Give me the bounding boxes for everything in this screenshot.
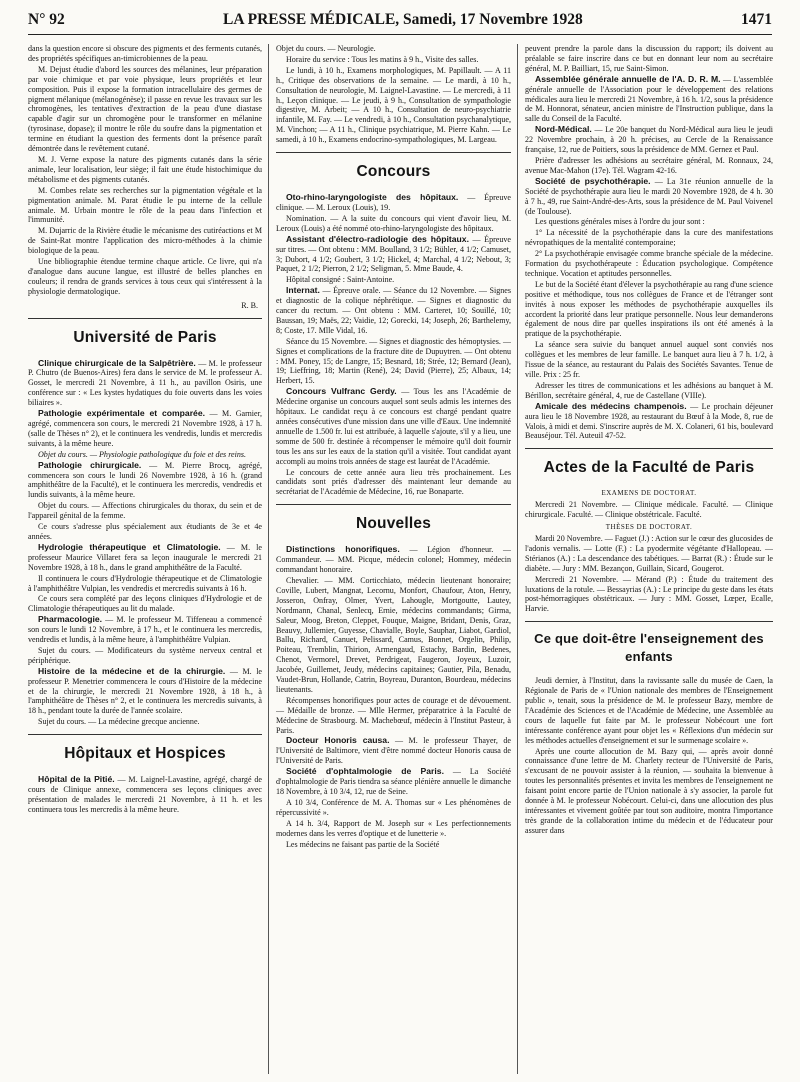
paragraph: La séance sera suivie du banquet annuel auquel sont conviés nos collègues et les membres de leur famille. Le banquet aura lieu à 7 h. 1/2, à l'issue de la séance, au restaurant du Palais des Sociétés Savantes. Tenue de ville. Prix : 25 fr. [525, 340, 773, 379]
entry-title: Clinique chirurgicale de la Salpêtrière. [38, 357, 196, 368]
entry-title: Oto-rhino-laryngologiste des hôpitaux. [286, 192, 459, 203]
section-title-actes: Actes de la Faculté de Paris [543, 459, 755, 477]
paragraph: A 10 3/4, Conférence de M. A. Thomas sur « Les phénomènes de répercussivité ». [276, 797, 511, 817]
entry-text: — Le prochain déjeuner aura lieu le 18 Novembre 1928, au restaurant du Bœuf à la Mode, 8, rue de Valois, à midi et demi. S'inscrire auprès de M. X. Colaneri, 61 bis, boulevard Beauséjour. Tél. Auteuil 47-52. [525, 401, 773, 441]
entry-title: Pathologie chirurgicale. [38, 459, 142, 470]
paragraph: Sujet du cours. — La médecine grecque ancienne. [38, 717, 200, 727]
divider [28, 734, 262, 735]
column-1 [28, 44, 262, 1074]
news-entry [525, 177, 773, 217]
entry-text: — L'assemblée générale annuelle de l'Association pour le développement des relations médicales aura lieu le mercredi 21 Novembre, à 16 h. 1/2, sous la présidence de M. Honnorat, sénateur, ancien ministre de l'Instruction publique, dans la salle du Conseil de la Faculté. [525, 74, 773, 124]
entry-text: — Légion d'honneur. — Commandeur. — MM. Picque, médecin colonel; Hommey, médecin commandant honoraire. [276, 545, 511, 575]
news-entry [276, 387, 511, 466]
paragraph: Objet du cours. — Physiologie pathologique du foie et des reins. [38, 449, 247, 459]
paragraph: Jeudi dernier, à l'Institut, dans la ravissante salle du musée de Caen, la Régionale de Paris de « l'Union nationale des membres de l'Enseignement public », tenait, sous la présidence de M. le professeur Bazy, membre de l'Académie des Sciences et de l'Académie de Médecine, une Assemblée au cours de laquelle fut faite par M. le professeur Nobécourt une fort intéressante conférence ayant pour objet les « Réflexions d'un médecin sur les méthodes actuelles d'enseignement et sur le surmenage scolaire ». [525, 676, 773, 745]
subheading: THÈSES DE DOCTORAT. [605, 523, 693, 532]
divider [525, 448, 773, 449]
signature: R. B. [241, 300, 258, 310]
paragraph: M. J. Verne expose la nature des pigments cutanés dans la série animale, leur localisation, leur siège; il fait une étude histochimique du métabolisme et des pigments cutanés. [28, 154, 262, 184]
paragraph: Après une courte allocution de M. Bazy qui, — après avoir donné connaissance d'une lettre de M. Charlety recteur de l'Université de Paris, s'excusant de ne pouvoir assister à la réunion, — souhaita la bienvenue à toutes les personnalités présentes et invita les membres de l'enseignement ne faisant point encore partie de l'Union nationale à s'y associer, la parole fut donnée à M. le professeur Nobécourt. Celui-ci, dans une allocution des plus intéressantes et vivement goûtée par tout son auditoire, montra l'importance très grande de la collaboration intime du médecin et de l'éducateur pour assurer dans [525, 746, 773, 835]
paragraph: Le lundi, à 10 h., Examens morphologiques, M. Papillault. — A 11 h., Critique des observations de la semaine. — Le mardi, à 10 h., Consultation de neurologie, M. Laignel-Lavastine. — Le mercredi, à 11 h., Leçon clinique. — Le jeudi, à 9 h., Consultation de sympathologie digestive, M. Arbeit; — A 10 h., Consultation de neuro-psychiatrie infantile, M. Fay. — Le vendredi, à 10 h., Consultation psychanalytique, M. Vinchon; — A 11 h., Clinique psychiatrique, M. Pierre Kahn. — Le samedi, à 10 h., Examens endocrino-sympathologiques, M. Largeau. [276, 65, 511, 145]
divider [28, 318, 262, 319]
entry-title: Internat. [286, 285, 320, 296]
paragraph: Objet du cours. — Neurologie. [276, 44, 376, 53]
divider [525, 621, 773, 622]
entry-text: — M. le professeur P. Chutro (de Buenos-Aires) fera dans le service de M. le professeur A. Gosset, le mercredi 21 Novembre, à 11 h., au pavillon Osiris, une conférence sur : « Les kystes hydatiques du foie ouverts dans les voies biliaires ». [28, 358, 262, 408]
entry-title: Hydrologie thérapeutique et Climatologie. [38, 541, 221, 552]
news-entry [28, 543, 262, 573]
entry-title: Docteur Honoris causa. [286, 735, 390, 746]
entry-title: Nord-Médical. [535, 124, 592, 135]
news-entry [28, 409, 262, 449]
paragraph: Séance du 15 Novembre. — Signes et diagnostic des hémoptysies. — Signes et complications de la fracture dite de Dupuytren. — Ont obtenu : MM. Poney, 15; de Langre, 15; Besnard, 18; Strée, 12; Bernard (Jean), 19; Lieffring, 18; Martin (René), 24; David (Pierre), 25; Albaux, 14; Herbert, 15. [276, 336, 511, 386]
paragraph: dans la question encore si obscure des pigments et des ferments cutanés, des propriétés spécifiques an-timicrobiennes de la peau. [28, 44, 262, 63]
paragraph: A 14 h. 3/4, Rapport de M. Joseph sur « Les perfectionnements modernes dans les verres d'optique et de lunetterie ». [276, 818, 511, 838]
entry-title: Distinctions honorifiques. [286, 544, 400, 555]
paragraph: Adresser les titres de communications et les adhésions au banquet à M. Bérillon, secrétaire général, 4, rue de Castellane (VIIIe). [525, 380, 773, 400]
paragraph: Ce cours sera complété par des leçons cliniques d'Hydrologie et de Climatologie thérapeutiques au lit du malade. [28, 594, 262, 614]
paragraph: 1° La nécessité de la psychothérapie dans la cure des manifestations névropathiques de la mentalité contemporaine; [525, 228, 773, 248]
page-number: 1471 [741, 11, 772, 28]
entry-text: — La Société d'ophtalmologie de Paris tiendra sa séance plénière annuelle le dimanche 18 Novembre, à 10 3/4, 12, rue de Seine. [276, 767, 511, 796]
paragraph: peuvent prendre la parole dans la discussion du rapport; ils doivent au préalable se faire inscrire dans ce but en donnant leur nom au secrétaire général, M. P. Bailliart, 15, rue Saint-Simon. [525, 44, 773, 73]
section-title-enseignement: Ce que doit-être l'enseignement des enfants [534, 631, 764, 665]
entry-text: — Épreuve orale. — Séance du 12 Novembre. — Signes et diagnostic de la colique néphrétique. — Signes et diagnostic du cancer du rectum. — Ont obtenu : MM. Carteret, 10; Souillé, 10; Baussan, 19; Maës, 22; Vaidie, 12; Gorecki, 14; Joseph, 26; Barthelemy, 8; Coste, 17. Mlle Vidal, 16. [276, 286, 511, 335]
entry-title: Société d'ophtalmologie de Paris. [286, 766, 444, 777]
entry-text: — Tous les ans l'Académie de Médecine organise un concours auquel sont seuls admis les internes des hôpitaux. Le candidat reçu à ce concours est chargé pendant quatre années consécutives d'une mission dans une ville d'Eaux. Une indemnité annuelle de 1.500 fr. lui est attribuée, à laquelle s'ajoute, s'il y a lieu, une somme de 500 fr. destinée à récompenser le mémoire qu'il doit fournir tous les ans sur les eaux de la station qu'il a visitée. Tout candidat ayant accompli au moins trois années de stage est lauréat de l'Académie. [276, 387, 511, 466]
paragraph: M. Dejust étudie d'abord les sources des mélanines, leur préparation par voie chimique et par voie physique, leurs propriétés et leur composition. Puis il expose la formation intracellulaire des germes de pigment mélanique (mélanogénèse); il passe en revue les travaux sur les chromogènes, les tentatives d'extraction de la peau d'une diastase capable d'agir sur un chromogène pour le transformer en mélanine (tyrosinase, dopase); il montre le rôle du soufre dans la pigmentation et termine en étudiant la question des ferments dont la présence paraît démontrée dans le revêtement cutané. [28, 64, 262, 154]
paragraph: Récompenses honorifiques pour actes de courage et de dévouement. — Médaille de bronze. — Mlle Herrner, préparatrice à la Faculté de Médecine de Strasbourg. M. Machebœuf, médecin à l'Institut Pasteur, à Paris. [276, 695, 511, 735]
entry-title: Concours Vulfranc Gerdy. [286, 386, 397, 397]
entry-title: Histoire de la médecine et de la chirurgie. [38, 665, 226, 676]
paragraph: M. Dujarric de la Rivière étudie le mécanisme des cutiréactions et M de Saint-Rat montre l'application des micro-méthodes à la chimie biologique de la peau. [28, 226, 262, 256]
news-entry [28, 461, 262, 501]
entry-title: Société de psychothérapie. [535, 175, 651, 186]
divider [276, 504, 511, 505]
issue-number: N° 92 [28, 11, 65, 28]
entry-title: Assemblée générale annuelle de l'A. D. R. M. [535, 73, 721, 84]
entry-title: Pathologie expérimentale et comparée. [38, 408, 205, 419]
column-2 [276, 44, 511, 1074]
paragraph: Une bibliographie étendue termine chaque article. Ce livre, qui n'a d'analogue dans aucune langue, est illustré de belles planches en couleurs; il rendra de grands services à tous ceux qui s'intéressent à la physiologie dermatologique. [28, 257, 262, 296]
section-title-nouvelles: Nouvelles [355, 515, 432, 533]
entry-text: — M. Garnier, agrégé, commencera son cours, le mercredi 21 Novembre 1928, à 17 h. (salle de Thèses n° 2), et le continuera les vendredis, lundis et mercredis suivants, à la même heure. [28, 409, 262, 448]
section-title-hopitaux: Hôpitaux et Hospices [64, 745, 226, 763]
entry-title: Pharmacologie. [38, 614, 102, 625]
paragraph: Les questions générales mises à l'ordre du jour sont : [535, 217, 705, 227]
paragraph: Sujet du cours. — Modificateurs du système nerveux central et périphérique. [28, 645, 262, 665]
news-entry [525, 402, 773, 442]
column-3 [525, 44, 773, 1074]
entry-text: — Épreuve clinique. — M. Leroux (Louis), 19. [276, 193, 511, 212]
paragraph: Il continuera le cours d'Hydrologie thérapeutique et de Climatologie à l'amphithéâtre Vulpian, les vendredis et mercredis suivants à 16 h. [28, 573, 262, 593]
paragraph: Mercredi 21 Novembre. — Mérand (P.) : Étude du traitement des luxations de la rotule. — Bessayrias (A.) : Le principe du geste dans les états post-hémorragiques obstétricaux. — Jury : MM. Gosset, Lœper, Ecalle, Harvie. [525, 574, 773, 614]
page-header [28, 6, 772, 35]
subheading: EXAMENS DE DOCTORAT. [601, 489, 697, 498]
entry-text: — La 31e réunion annuelle de la Société de psychothérapie aura lieu le mardi 20 Novembre 1928, de 4 h. 30 à 7 h., 49, rue Saint-André-des-Arts, sous la présidence de M. Paul Voivenel (de Toulouse). [525, 176, 773, 216]
paragraph: Horaire du service : Tous les matins à 9 h., Visite des salles. [286, 54, 479, 64]
news-entry [276, 286, 511, 336]
paragraph: Prière d'adresser les adhésions au secrétaire général, M. Ronnaux, 24, avenue Mac-Mahon (17e). Tél. Wagram 42-16. [525, 155, 773, 175]
paragraph: Les médecins ne faisant pas partie de la Société [286, 839, 440, 849]
entry-text: — M. le professeur P. Menetrier commencera le cours d'Histoire de la médecine et de la chirurgie, le mercredi 21 Novembre 1928, à 18 h., à l'amphithéâtre de Thèses n° 2, et le continuera les mercredis suivants, à 18 h., pendant toute la durée de l'année scolaire. [28, 666, 262, 716]
paragraph: Le concours de cette année aura lieu très prochainement. Les candidats sont priés d'adresser dès maintenant leur demande au secrétariat de l'Académie de Médecine, 16, rue Bonaparte. [276, 467, 511, 497]
news-entry [28, 359, 262, 409]
paragraph: Nomination. — A la suite du concours qui vient d'avoir lieu, M. Leroux (Louis) a été nommé oto-rhino-laryngologiste des hôpitaux. [276, 213, 511, 233]
paragraph: M. Combes relate ses recherches sur la pigmentation végétale et la pigmentation animale. M. Parat étudie le pu interne de la cellule animale. M. Urbain montre le rôle de la peau dans l'infection et l'immunité. [28, 185, 262, 225]
entry-title: Amicale des médecins champenois. [535, 400, 687, 411]
news-entry [28, 667, 262, 717]
paragraph: Le but de la Société étant d'élever la psychothérapie au rang d'une science positive et méthodique, tous nos collègues de France et de l'étranger sont invités à nous exposer les méthodes de psychothérapie auxquelles ils accordent la priorité dans leur pratique personnelle. Nous leur demanderons également de nous dire par quelles inspirations ils ont été amenés à la pratique de la psychothérapie. [525, 279, 773, 339]
paragraph: Mercredi 21 Novembre. — Clinique médicale. Faculté. — Clinique chirurgicale. Faculté. — Clinique obstétricale. Faculté. [525, 500, 773, 520]
entry-text: — M. le professeur Maurice Villaret fera sa leçon inaugurale le mercredi 21 Novembre 1928, à 18 h., dans le grand amphithéâtre de la Faculté. [28, 542, 262, 572]
paragraph: Hôpital consigné : Saint-Antoine. [286, 275, 395, 285]
paragraph: Mardi 20 Novembre. — Faguet (J.) : Action sur le cœur des glucosides de l'adonis vernalis. — Lotte (F.) : La pyodermite végétante d'Hallopeau. — Stérianos (A.) : La descendance des tabétiques. — Barrat (R.) : Étude sur le diabète. — Jury : MM. Bezançon, Guillain, Sicard, Gougerot. [525, 533, 773, 573]
entry-text: — M. Pierre Brocq, agrégé, commencera son cours le lundi 26 Novembre 1928, à 16 h. (grand amphithéâtre de la Faculté), et le continuera les mercredis, vendredis et lundis suivants, à la même heure. [28, 460, 262, 500]
news-entry [525, 125, 773, 155]
section-title-concours: Concours [356, 163, 431, 181]
news-entry [276, 193, 511, 213]
column-divider [517, 44, 518, 1074]
news-entry [276, 235, 511, 275]
column-divider [268, 44, 269, 1074]
entry-text: — Épreuve sur titres. — Ont obtenu : MM. Boulland, 3 1/2; Bühler, 4 1/2; Camuset, 3; Dubort, 4 1/2; Goubert, 3 1/2; Hickel, 4; Marchal, 4 1/2; Nebout, 3; Paquet, 2 1/2; Pierron, 2 1/2; Seligman, 5. Mme Baude, 4. [276, 234, 511, 274]
news-entry [525, 75, 773, 125]
journal-title: LA PRESSE MÉDICALE, Samedi, 17 Novembre 1928 [223, 11, 583, 28]
news-entry [28, 615, 262, 645]
section-title-universite: Université de Paris [73, 328, 217, 346]
entry-text: — M. Laignel-Lavastine, agrégé, chargé de cours de Clinique annexe, commencera ses leçons cliniques avec présentation de malades le mercredi 21 Novembre, à 11 h. et les continuera tous les mercredis à la même heure. [28, 775, 262, 814]
news-entry [28, 775, 262, 815]
paragraph: Objet du cours. — Affections chirurgicales du thorax, du sein et de l'appareil génital de la femme. [28, 501, 262, 521]
news-entry [276, 736, 511, 766]
paragraph: Ce cours s'adresse plus spécialement aux étudiants de 3e et 4e années. [28, 522, 262, 541]
entry-text: — M. le professeur M. Tiffeneau a commencé son cours le lundi 12 Novembre, à 17 h., et le continuera les mercredis, vendredis et lundis, à la même heure, à l'amphithéâtre Vulpian. [28, 615, 262, 645]
paragraph: 2° La psychothérapie envisagée comme branche spéciale de la médecine. Formation du psychothérapeute : Éducation psychologique. Compétence technique. Vocation et aptitudes personnelles. [525, 249, 773, 278]
paragraph: Chevalier. — MM. Corticchiato, médecin lieutenant honoraire; Coville, Lubert, Mangnat, Lecornu, Monfort, Chaufour, Aton, Henry, Josseron, Onfray, Olmer, Yvert, Lahougle, Mortgoutte, Lautey, Nordmann, Chanal, Senlecq, Ernie, médecins commandants; Girma, Saleur, Moog, Breton, Cleppet, Fouque, Maigne, Bridant, Denis, Graz, Beauvy, Jullemier, Guyesse, Chavialle, Boyle, Sauphar, Liabot, Gardiol, Ballu, Richard, Canuet, Pelissard, Camus, Bonnet, Orgelin, Philip, Poiteau, Tremblin, Thirion, Armengaud, Estachy, Bardin, Bedenes, Chenot, Vermorel, Drevet, Perdrigeat, Faugeron, Joyeux, Luzoir, Jacobée, Guillemet, Jeudy, médecins capitaines; Gautier, Pila, Benadu, Vaudet-Brun, Hollande, Catrin, Boyreau, Duranton, Bourdeau, médecins lieutenants. [276, 575, 511, 694]
news-entry [276, 767, 511, 797]
entry-text: — Le 20e banquet du Nord-Médical aura lieu le jeudi 22 Novembre prochain, à 20 h. précises, au Cercle de la Renaissance française, 12, rue de Poitiers, sous la présidence de MM. Gernez et Paul. [525, 125, 773, 155]
entry-text: — M. le professeur Thayer, de l'Université de Baltimore, vient d'être nommé docteur Honoris causa de l'Université de Paris. [276, 736, 511, 766]
divider [276, 152, 511, 153]
entry-title: Hôpital de la Pitié. [38, 774, 115, 785]
entry-title: Assistant d'électro-radiologie des hôpitaux. [286, 233, 469, 244]
news-entry [276, 545, 511, 575]
